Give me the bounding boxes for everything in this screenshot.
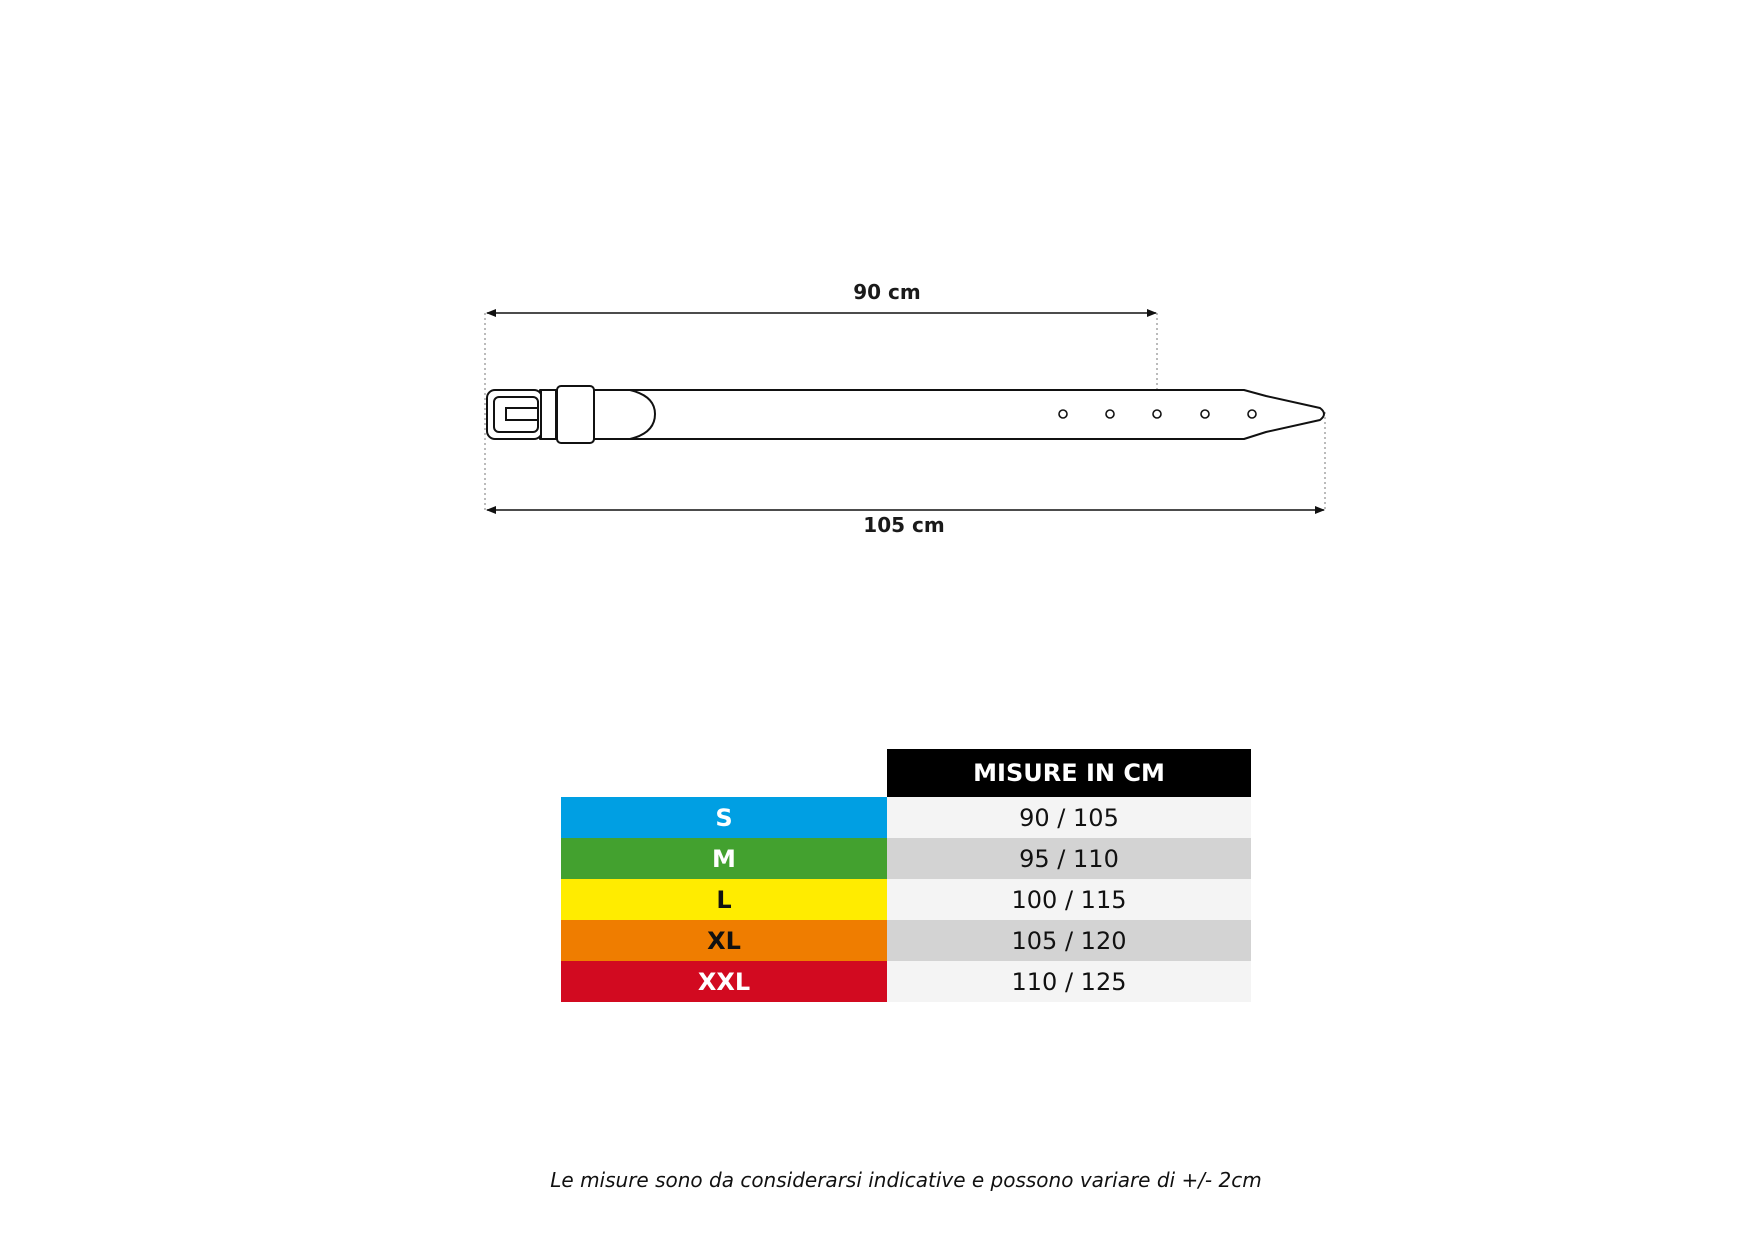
size-label: XL [561, 920, 887, 961]
table-row [561, 797, 1251, 838]
belt-loop [557, 386, 594, 443]
dimension-label-short: 90 cm [853, 280, 921, 304]
table-body [561, 797, 1251, 1002]
table-row [561, 920, 1251, 961]
size-measure: 95 / 110 [887, 838, 1251, 879]
table-row [561, 838, 1251, 879]
size-measure: 105 / 120 [887, 920, 1251, 961]
size-measure: 100 / 115 [887, 879, 1251, 920]
size-measure: 110 / 125 [887, 961, 1251, 1002]
belt-hole [1201, 410, 1209, 418]
belt-hole [1248, 410, 1256, 418]
size-table [561, 749, 1251, 1002]
table-row [561, 961, 1251, 1002]
size-label: M [561, 838, 887, 879]
table-header-row [561, 749, 1251, 797]
belt-fold [590, 390, 655, 439]
size-label: S [561, 797, 887, 838]
size-label: XXL [561, 961, 887, 1002]
dimension-label-long: 105 cm [863, 513, 945, 537]
size-label: L [561, 879, 887, 920]
size-measure: 90 / 105 [887, 797, 1251, 838]
buckle-icon [487, 390, 556, 439]
belt-hole [1153, 410, 1161, 418]
footnote: Le misure sono da considerarsi indicative e possono variare di +/- 2cm [550, 1168, 1262, 1192]
header-spacer [561, 749, 887, 797]
table-row [561, 879, 1251, 920]
belt-hole [1059, 410, 1067, 418]
table-header: MISURE IN CM [887, 749, 1251, 797]
belt-hole [1106, 410, 1114, 418]
